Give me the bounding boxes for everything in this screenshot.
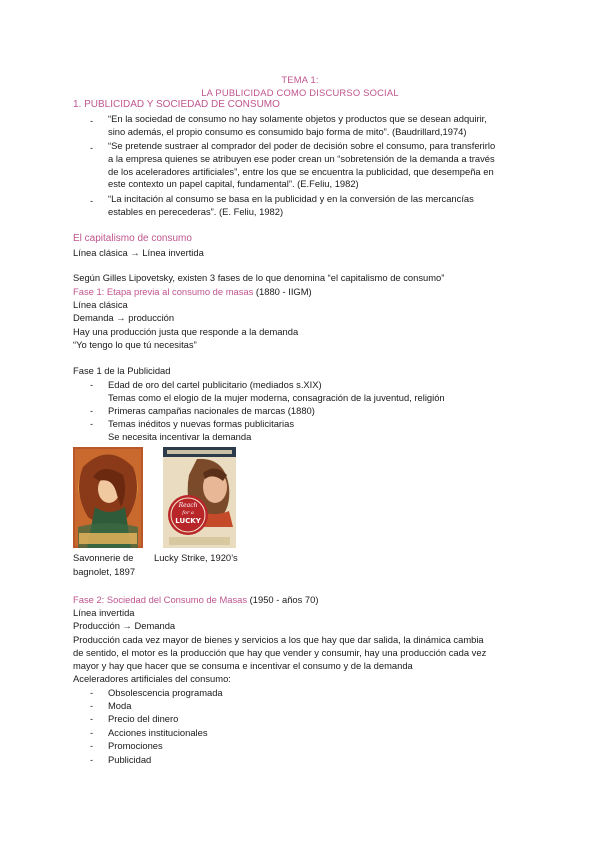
fase2-line: Línea invertida <box>73 607 135 618</box>
bullet-dash: - <box>90 405 94 416</box>
savonnerie-poster-image <box>73 447 143 548</box>
bullet-dash: - <box>90 713 94 724</box>
fase1-heading: Fase 1: Etapa previa al consumo de masas (1880 - IIGM) <box>73 286 312 297</box>
list-item: Temas inéditos y nuevas formas publicitarias <box>108 418 295 429</box>
quote-baudrillard: “En la sociedad de consumo no hay solamente objetos y productos que se desean adquirir, sino además, el propio consumo es consumido bajo forma de mito”. (Baudrillard,1974) <box>108 113 487 137</box>
quote-feliu-1: “Se pretende sustraer al comprador del poder de decisión sobre el consumo, para transferirlo a la empresa quienes se atribuyen ese poder crean un “sobretensión de la demanda a través de los aceleradores artificiales”, entre los que se encuentra la publicidad, que desempeña en este contexto un papel capital, fundamental”. (E.Feliu, 1982) <box>108 140 496 190</box>
image-caption: Lucky Strike, 1920’s <box>154 552 238 563</box>
fase2-paragraph-line: Producción cada vez mayor de bienes y servicios a los que hay que dar salida, la dinámica cambia <box>73 634 484 645</box>
bullet-dash: - <box>90 700 94 711</box>
lucky-strike-ad-image <box>163 447 236 548</box>
fase2-paragraph-line: de sentido, el motor es la producción que hay que vender y consumir, hay una producción cada vez <box>73 647 487 658</box>
bullet-dash: - <box>90 142 94 153</box>
lucky-slogan-text: for a <box>182 510 194 516</box>
capitalismo-heading: El capitalismo de consumo <box>73 233 192 244</box>
aceleradores-heading: Aceleradores artificiales del consumo: <box>73 673 231 684</box>
list-item-continuation: Se necesita incentivar la demanda <box>108 431 252 442</box>
quote-feliu-2: “La incitación al consumo se basa en la publicidad y en la conversión de las mercancías estables en perecederas”. (E. Feliu, 1982) <box>108 193 474 217</box>
fase1-line: Hay una producción justa que responde a la demanda <box>73 326 299 337</box>
bullet-dash: - <box>90 754 94 765</box>
fase1-line: “Yo tengo lo que tú necesitas” <box>73 339 197 350</box>
doc-title: TEMA 1: <box>281 74 319 85</box>
bullet-dash: - <box>90 687 94 698</box>
list-item: Moda <box>108 700 132 711</box>
bullet-dash: - <box>90 195 94 206</box>
lucky-brand-text: LUCKY <box>175 517 201 525</box>
list-item-continuation: Temas como el elogio de la mujer moderna, consagración de la juventud, religión <box>108 392 445 403</box>
fase1-line: Línea clásica <box>73 299 128 310</box>
fase2-line: Producción → Demanda <box>73 620 176 631</box>
capitalismo-line: Línea clásica → Línea invertida <box>73 247 204 258</box>
fase2-paragraph-line: mayor y hay que hacer que se consuma e incentivar el consumo y de la demanda <box>73 660 413 671</box>
list-item: Precio del dinero <box>108 713 179 724</box>
fase2-heading: Fase 2: Sociedad del Consumo de Masas (1950 - años 70) <box>73 594 319 605</box>
fase1-line: Demanda → producción <box>73 312 175 323</box>
list-item: Edad de oro del cartel publicitario (mediados s.XIX) <box>108 379 322 390</box>
bullet-dash: - <box>90 740 94 751</box>
doc-subtitle: LA PUBLICIDAD COMO DISCURSO SOCIAL <box>201 87 399 98</box>
list-item: Obsolescencia programada <box>108 687 223 698</box>
list-item: Primeras campañas nacionales de marcas (1880) <box>108 405 315 416</box>
lipovetsky-intro: Según Gilles Lipovetsky, existen 3 fases de lo que denomina “el capitalismo de consumo” <box>73 272 445 283</box>
bullet-dash: - <box>90 379 94 390</box>
list-item: Acciones institucionales <box>108 727 208 738</box>
list-item: Publicidad <box>108 754 152 765</box>
bullet-dash: - <box>90 115 94 126</box>
bullet-dash: - <box>90 727 94 738</box>
fase1-publicidad-heading: Fase 1 de la Publicidad <box>73 365 171 376</box>
lucky-slogan-text: Reach <box>178 502 198 509</box>
image-caption: Savonnerie de bagnolet, 1897 <box>73 552 136 577</box>
list-item: Promociones <box>108 740 163 751</box>
bullet-dash: - <box>90 418 94 429</box>
section-heading: 1. PUBLICIDAD Y SOCIEDAD DE CONSUMO <box>73 99 280 110</box>
